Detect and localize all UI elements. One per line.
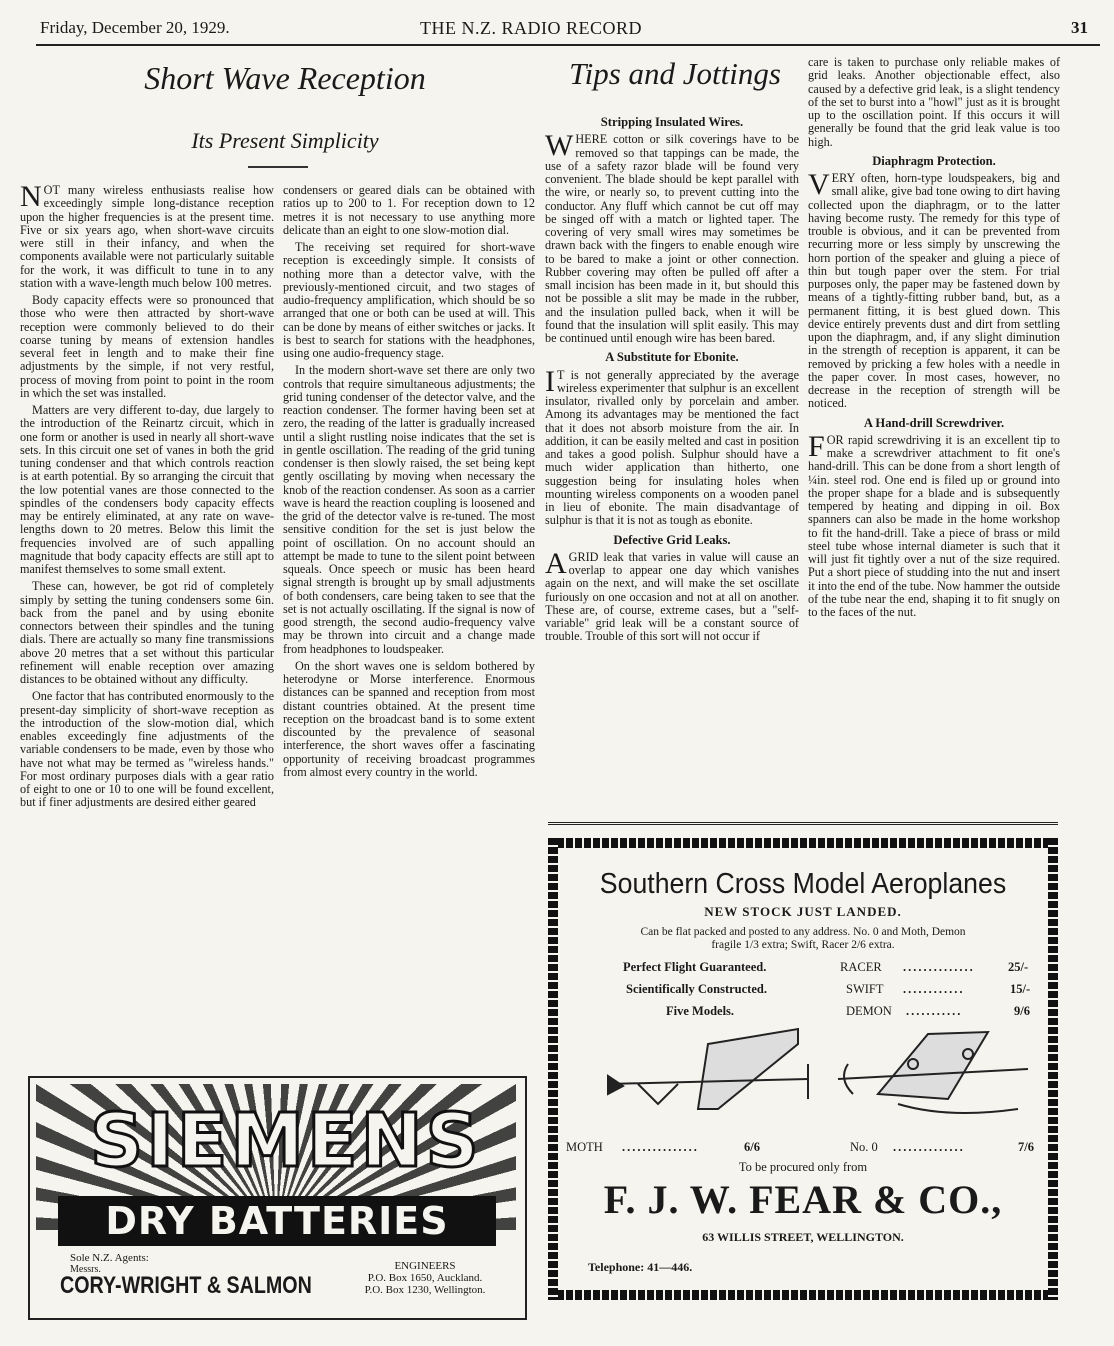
paragraph: NOT many wireless enthusiasts realise how exceedingly simple long-distance reception upon the higher frequencies is at the present time. Five or six years ago, when short-wave circuits were still in their infancy, and when the components available were not particularly suitable for the work, it was difficult to tune in to any station with a wave-length much below 100 metres. — [20, 180, 274, 290]
siemens-logo: SIEMENS — [90, 1098, 482, 1184]
title-rule — [248, 166, 308, 168]
demon-price: 9/6 — [1014, 1004, 1030, 1018]
section-heading: A Substitute for Ebonite. — [605, 350, 739, 365]
aeroplane-illustrations — [568, 1024, 1038, 1134]
paragraph: Body capacity effects were so pronounced that those who were then attracted by short-wave reception were commonly believed to do their coarse tuning by means of extension handles several feet in length and to make their fine adjustments by the simple, if not very restful, process of moving from point to point in the room in which the set was installed. — [20, 293, 274, 400]
swift-price: 15/- — [1010, 982, 1031, 996]
fear-address: 63 WILLIS STREET, WELLINGTON. — [702, 1230, 904, 1244]
fear-company: F. J. W. FEAR & CO., — [603, 1177, 1003, 1222]
paragraph: Matters are very different to-day, due largely to the introduction of the Reinartz circuit, which in one form or another is used in nearly all short-wave sets. In this circuit one set of vanes in both the grid tuning condenser and that which controls reaction is at earth potential. By so arranging the circuit that the low potential vanes are those connected to the spindles of the condensers body capacity effects may be entirely eliminated, at any rate on wave-lengths down to 20 metres. Below this limit the frequencies involved are of such appalling magnitude that body capacity effects are still apt to manifest themselves to some small extent. — [20, 403, 274, 576]
no0-price: 7/6 — [1018, 1140, 1034, 1154]
article-column-1 — [20, 180, 274, 814]
feature-1: Perfect Flight Guaranteed. — [623, 960, 767, 974]
aeroplanes-advertisement — [548, 838, 1058, 1300]
messrs-label: Messrs. — [70, 1264, 101, 1275]
paragraph: I T is not generally appreciated by the average wireless experimenter that sulphur is an excellent insulator, rivalled only by porcelain and amber. Among its advantages may be mentioned the fact that it does not absorb moisture from the air. In addition, it can be easily melted and cast in position and takes a good polish. Sulphur should have a much wider application than hitherto, one suggestion being for insulating holes when mounting wireless components on a wooden panel in lieu of ebonite. The main disadvantage of sulphur is that it is not as tough as ebonite. — [545, 364, 799, 528]
agents-label: Sole N.Z. Agents: — [70, 1252, 149, 1264]
paragraph: The receiving set required for short-wave reception is exceedingly simple. It consists of nothing more than a detector valve, with the previously-mentioned circuit, and two stages of audio-frequency amplification, which should be so arranged that one or both can be used at will. This can be done by means of either switches or jacks. It is best to search for stations with the headphones, using one audio-frequency stage. — [283, 240, 535, 360]
paragraph: FOR rapid screwdriving it is an excellent tip to make a screwdriver attachment to fit one's hand-drill. This can be done from a short length of ¼in. steel rod. One end is filed up or ground into the proper shape for a blade and is subsequently tempered by heating and dipping in oil. Box spanners can also be made in the home workshop to fit the hand-drill. Take a piece of brass or mild steel tube whose internal diameter is such that it will just fit tightly over a nut of the size required. Put a short piece of studding into the nut and insert it into the end of the tube. Now hammer the outside of the tube near the end, shaping it to fit snugly on to the faces of the nut. — [808, 429, 1060, 619]
page-header — [40, 18, 1100, 42]
ad-info-2: fragile 1/3 extra; Swift, Racer 2/6 extra. — [711, 939, 895, 951]
procured-line: To be procured only from — [738, 1160, 868, 1174]
article-subtitle: Its Present Simplicity — [191, 128, 379, 153]
publication-title: THE N.Z. RADIO RECORD — [420, 18, 642, 38]
section-heading: A Hand-drill Screwdriver. — [863, 415, 1005, 430]
feature-2: Scientifically Constructed. — [626, 982, 767, 996]
paragraph: WHERE cotton or silk coverings have to be removed so that tappings can be made, the use of a safety razor blade will be found very convenient. The blade should be kept parallel with the wire, or nearly so, to prevent cutting into the conductor. Any fluff which cannot be cut off may be singed off with a match or lighted taper. The covering of very small wires may sometimes be drawn back with the fingers to enable enough wire to be bared to make a joint or other connection. Rubber covering may often be pulled off after a small incision has been made in it, but should this not be possible a slit may be made in the rubber, and the insulation pulled back, when it will be found that the insulation will split easily. This may be continued until enough wire has been bared. — [545, 129, 799, 345]
biplane-drawing — [838, 1032, 1028, 1113]
racer-label: RACER — [840, 960, 882, 974]
ad-border-bottom — [548, 1290, 1058, 1300]
tips-column-1 — [545, 110, 799, 648]
paragraph: condensers or geared dials can be obtained with ratios up to 200 to 1. For reception down to 12 metres it is not necessary to use anything more delicate than an eight to one slow-motion dial. — [283, 183, 535, 237]
moth-price: 6/6 — [744, 1140, 760, 1154]
feature-3: Five Models. — [666, 1004, 735, 1018]
wellington-box: P.O. Box 1230, Wellington. — [364, 1284, 486, 1296]
header-rule — [36, 44, 1100, 46]
article-column-2 — [283, 184, 535, 783]
dry-batteries-banner: DRY BATTERIES — [58, 1196, 496, 1246]
engineers-label: ENGINEERS — [394, 1260, 456, 1272]
swift-dots: ............ — [903, 982, 965, 996]
no0-label: No. 0 — [850, 1140, 878, 1154]
moth-dots: ............... — [622, 1140, 699, 1154]
swift-label: SWIFT — [846, 982, 884, 996]
ad-info-1: Can be flat packed and posted to any address. No. 0 and Moth, Demon — [640, 926, 966, 938]
paragraph: care is taken to purchase only reliable makes of grid leaks. Another objectionable effect, also caused by a defective grid leak, is a slight tendency of the set to burst into a "howl" just as it is brought up to the oscillation point. If this occurs it will generally be found that the grid leak value is too high. — [808, 55, 1060, 149]
section-heading: Diaphragm Protection. — [872, 153, 996, 168]
page-number: 31 — [1071, 18, 1088, 37]
agent-company: CORY-WRIGHT & SALMON — [60, 1272, 312, 1299]
paragraph: In the modern short-wave set there are only two controls that require simultaneous adjustments; the grid tuning condenser of the detector valve, and the reaction condenser. The former having been set at zero, the reading of the latter is gradually increased until a slight rustling noise indicates that the set is in gentle oscillation. The reading of the grid tuning condenser is then slowly raised, the set being kept gently oscillating by moving when necessary the knob of the reaction condenser. As soon as a carrier wave is heard the reaction coupling is loosened and the grid of the detector valve is re-tuned. The most sensitive condition for the set is just below the point of oscillation. On no account should an attempt be made to tune to the silent point between squeals. Once speech or music has been heard signal strength is brought up by small adjustments of both condensers, care being taken to see that the set is not actually oscillating. If the signal is now of good strength, the second audio-frequency valve may be thrown into circuit and a change made from headphones to loudspeaker. — [283, 363, 535, 656]
fear-telephone: Telephone: 41—446. — [588, 1260, 693, 1274]
article-title: Short Wave Reception — [144, 60, 426, 96]
racer-price: 25/- — [1008, 960, 1029, 974]
ad-title: Southern Cross Model Aeroplanes — [599, 868, 1007, 900]
ad-border-right — [1048, 838, 1058, 1300]
section-heading: Stripping Insulated Wires. — [600, 115, 744, 129]
tips-title: Tips and Jottings — [569, 56, 781, 91]
paragraph: VERY often, horn-type loudspeakers, big and small alike, give bad tone owing to dirt having collected upon the diaphragm, or to the latter having become rusty. The remedy for this type of trouble is obvious, and it can be prevented from recurring more or less simply by unscrewing the horn portion of the speaker and gluing a piece of thin but tough paper over the stem. For trial purposes only, the paper may be fastened down by means of a tightly-fitting rubber band, but, as a permanent fitting, it is best glued down. This device entirely prevents dust and dirt from settling upon the diaphragm, and, if any slight diminution in the strength of reception is apparent, it can be removed by pricking a few holes with a needle in the paper cover. In most cases, however, no decrease in the reception of strength will be noticed. — [808, 168, 1060, 411]
racer-dots: .............. — [903, 960, 975, 974]
ad-subtitle: NEW STOCK JUST LANDED. — [704, 904, 902, 919]
agent-details — [330, 1260, 520, 1296]
section-heading: Defective Grid Leaks. — [613, 532, 731, 547]
tips-column-2 — [808, 56, 1060, 623]
issue-date: Friday, December 20, 1929. — [40, 18, 230, 37]
siemens-advertisement — [28, 1076, 527, 1320]
demon-dots: ........... — [906, 1004, 963, 1018]
ad-border-left — [548, 838, 558, 1300]
demon-label: DEMON — [846, 1004, 892, 1018]
moth-label: MOTH — [566, 1140, 603, 1154]
section-rule — [548, 822, 1058, 825]
paragraph: On the short waves one is seldom bothered by heterodyne or Morse interference. Enormous distances can be spanned and reception from most distant countries obtained. At the present time reception on the broadcast band is to some extent discounted by the prevalence of seasonal interference, the short waves offer a fascinating opportunity of receiving broadcast programmes from almost every country in the world. — [283, 658, 535, 779]
auckland-box: P.O. Box 1650, Auckland. — [367, 1272, 483, 1284]
paragraph: One factor that has contributed enormously to the present-day simplicity of short-wave reception as the introduction of the slow-motion dial, which enables exceedingly fine adjustments of the variable condensers to be made, even by those who have not what may be termed as "wireless hands." For most ordinary purposes dials with a gear ratio of eight to one or 10 to one will be found excellent, but if finer adjustments are desired either geared — [20, 689, 274, 810]
monoplane-drawing — [608, 1029, 808, 1109]
ad-border-top — [548, 838, 1058, 848]
paragraph: These can, however, be got rid of completely simply by setting the tuning condensers some 6in. back from the panel and by using ebonite connectors between their spindles and the tuning dials. There are actually so many fine transmissions above 20 metres that a set without this particular refinement will enable reception over amazing distances to be obtained without any difficulty. — [20, 579, 274, 686]
no0-dots: .............. — [893, 1140, 965, 1154]
paragraph: A GRID leak that varies in value will cause an overlap to appear one day which vanishes again on the next, and will make the set oscillate furiously on one occasion and not at all on another. These are, of course, extreme cases, but a "self-variable" grid leak will be a constant source of trouble. Trouble of this sort will not occur if — [545, 546, 799, 644]
